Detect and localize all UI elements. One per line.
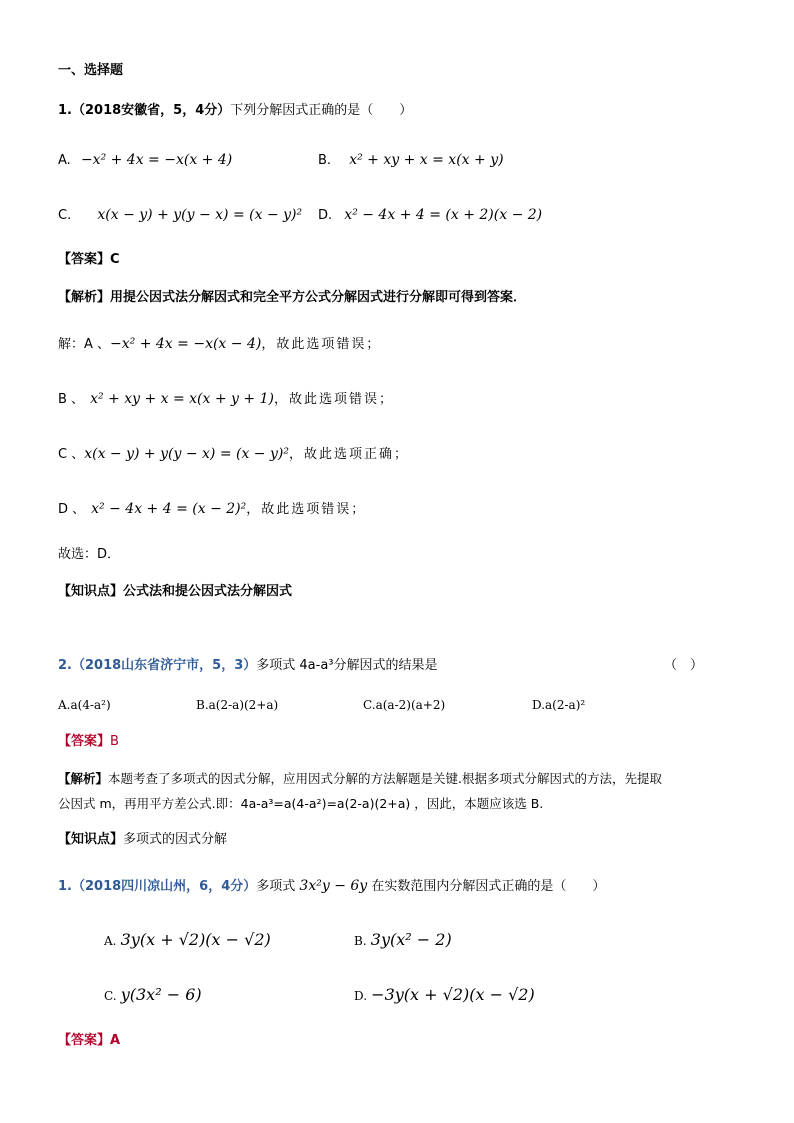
q2-option-c: C.a(a-2)(a+2): [363, 698, 446, 712]
q2-analysis-line2: 公因式 m，再用平方差公式.即：4a-a³=a(4-a²)=a(2-a)(2+a) ，因此，本题应该选 B.: [58, 796, 544, 811]
q2-option-a: A.a(4-a²): [58, 698, 111, 712]
q1-option-d: D. x² − 4x + 4 = (x + 2)(x − 2): [318, 207, 543, 223]
q2-stem-line: [58, 657, 438, 675]
q3-stem-line: [58, 877, 605, 896]
section-title: 一、选择题: [58, 63, 124, 78]
q3-option-c: C. y(3x² − 6): [104, 985, 202, 1004]
q2-number: 2.: [58, 658, 72, 673]
q3-number: 1.: [58, 879, 72, 894]
q1-source: （2018安徽省，5，4分）: [71, 103, 231, 118]
q1-option-a: A. −x² + 4x = −x(x + 4): [58, 152, 233, 168]
q1-solution-c: C 、x(x − y) + y(y − x) = (x − y)²，故此选项正确；: [58, 446, 409, 462]
q1-answer: 【答案】C: [58, 252, 120, 267]
q1-solution-d: D 、 x² − 4x + 4 = (x − 2)²，故此选项错误；: [58, 501, 367, 517]
q2-blank: （ ）: [664, 658, 704, 673]
q2-knowledge: 【知识点】多项式的因式分解: [58, 832, 228, 847]
q1-number: 1.: [58, 103, 72, 118]
q2-source: （2018山东省济宁市，5，3）: [71, 658, 257, 673]
q2-stem: 多项式 4a-a³分解因式的结果是: [256, 658, 438, 673]
q3-stem-expr: 3x²y − 6y: [299, 878, 368, 894]
q3-option-d: D. −3y(x + √2)(x − √2): [354, 985, 535, 1004]
q3-option-a: A. 3y(x + √2)(x − √2): [104, 930, 271, 949]
q1-stem-line: [58, 102, 412, 120]
q1-solution-a: 解：A 、−x² + 4x = −x(x − 4)，故此选项错误；: [58, 336, 382, 352]
q1-stem: 下列分解因式正确的是（ ）: [230, 103, 413, 118]
q1-conclusion: 故选：D．: [58, 547, 121, 562]
q1-option-c: C. x(x − y) + y(y − x) = (x − y)²: [58, 207, 303, 223]
q3-option-b: B. 3y(x² − 2): [354, 930, 452, 949]
q3-stem-after: 在实数范围内分解因式正确的是（ ）: [371, 879, 606, 894]
q3-stem-before: 多项式: [256, 879, 296, 894]
q3-source: （2018四川凉山州，6，4分）: [71, 879, 257, 894]
q2-option-d: D.a(2-a)²: [532, 698, 586, 712]
q2-analysis-line1: 【解析】本题考查了多项式的因式分解，应用因式分解的方法解题是关键.根据多项式分解因式的方法，先提取: [58, 771, 662, 786]
q1-analysis: 【解析】用提公因式法分解因式和完全平方公式分解因式进行分解即可得到答案．: [58, 290, 527, 305]
q2-answer: 【答案】B: [58, 734, 119, 749]
q1-solution-b: B 、 x² + xy + x = x(x + y + 1)，故此选项错误；: [58, 391, 394, 407]
q3-answer: 【答案】A: [58, 1033, 121, 1048]
q1-knowledge: 【知识点】公式法和提公因式法分解因式: [58, 584, 293, 599]
q1-option-b: B. x² + xy + x = x(x + y): [318, 152, 504, 168]
q2-option-b: B.a(2-a)(2+a): [196, 698, 279, 712]
